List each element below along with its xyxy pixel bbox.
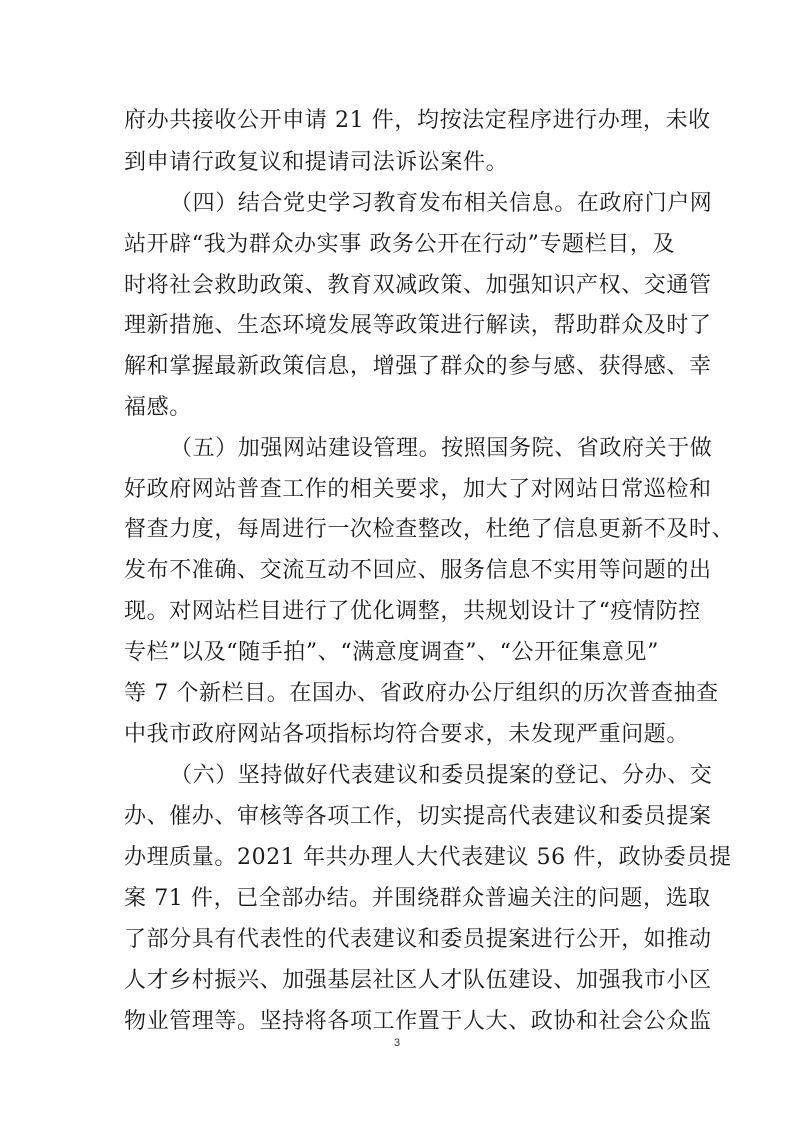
paragraph-line: 福感。	[124, 395, 192, 420]
paragraph-line: 中我市政府网站各项指标均符合要求，未发现严重问题。	[124, 722, 690, 747]
paragraph-line: 好政府网站普查工作的相关要求，加大了对网站日常巡检和	[124, 477, 712, 502]
paragraph-line: （五）加强网站建设管理。按照国务院、省政府关于做	[170, 436, 713, 461]
paragraph-line: 时将社会救助政策、教育双减政策、加强知识产权、交通管	[124, 273, 712, 298]
paragraph-line: 理新措施、生态环境发展等政策进行解读，帮助群众及时了	[124, 313, 712, 338]
paragraph-line: 了部分具有代表性的代表建议和委员提案进行公开，如推动	[124, 927, 712, 952]
paragraph-line: 等 7 个新栏目。在国办、省政府办公厅组织的历次普查抽查	[124, 681, 719, 706]
paragraph-line: 督查力度，每周进行一次检查整改，杜绝了信息更新不及时、	[124, 517, 735, 542]
paragraph-line: 物业管理等。坚持将各项工作置于人大、政协和社会公众监	[124, 1009, 712, 1034]
paragraph-line: （四）结合党史学习教育发布相关信息。在政府门户网	[170, 191, 713, 216]
page-number: 3	[393, 1037, 401, 1049]
paragraph-line: 发布不准确、交流互动不回应、服务信息不实用等问题的出	[124, 558, 712, 583]
paragraph-line: 解和掌握最新政策信息，增强了群众的参与感、获得感、幸	[124, 354, 712, 379]
paragraph-line: 府办共接收公开申请 21 件，均按法定程序进行办理，未收	[124, 108, 711, 133]
paragraph-line: （六）坚持做好代表建议和委员提案的登记、分办、交	[170, 763, 713, 788]
paragraph-line: 人才乡村振兴、加强基层社区人才队伍建设、加强我市小区	[124, 968, 712, 993]
paragraph-line: 专栏”以及“随手拍”、“满意度调查”、“公开征集意见”	[124, 640, 659, 665]
paragraph-line: 办理质量。2021 年共办理人大代表建议 56 件，政协委员提	[124, 845, 732, 870]
paragraph-line: 现。对网站栏目进行了优化调整，共规划设计了“疫情防控	[124, 599, 701, 624]
paragraph-line: 站开辟“我为群众办实事 政务公开在行动”专题栏目，及	[124, 232, 676, 257]
paragraph-line: 办、催办、审核等各项工作，切实提高代表建议和委员提案	[124, 804, 712, 829]
paragraph-line: 案 71 件，已全部办结。并围绕群众普遍关注的问题，选取	[124, 886, 711, 911]
paragraph-line: 到申请行政复议和提请司法诉讼案件。	[124, 150, 509, 175]
